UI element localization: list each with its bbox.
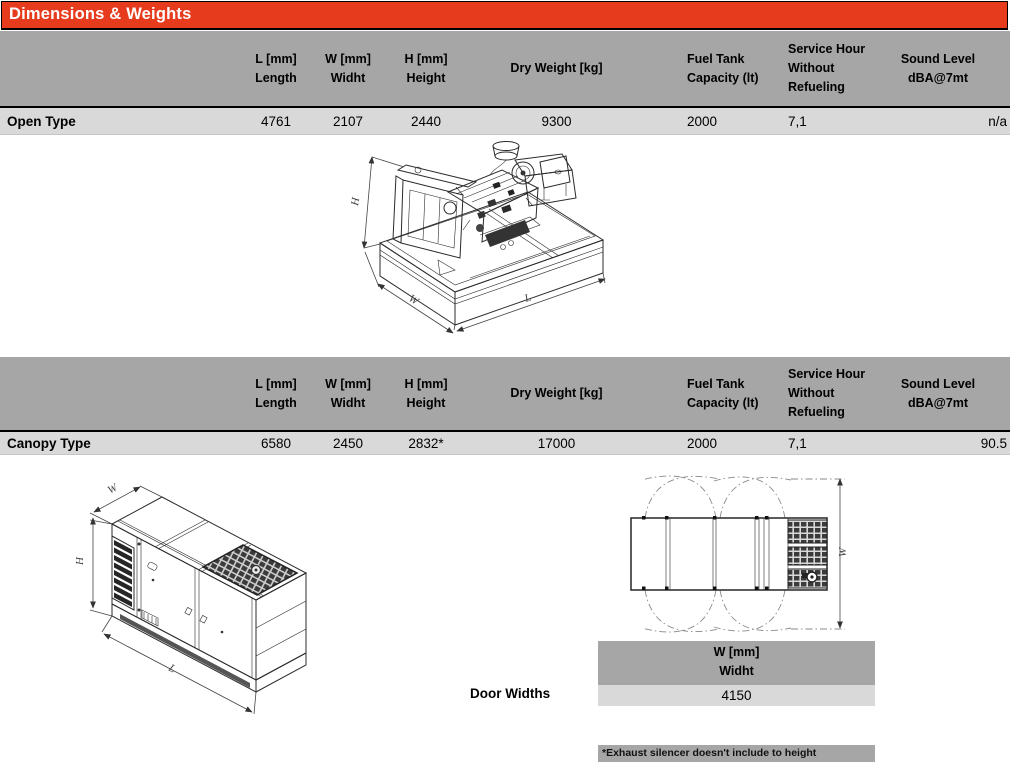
door-widths-header: W [mm] Widht [598,641,875,685]
canopy-service-hour-value: 7,1 [788,435,807,451]
open-dim-label-h: H [349,196,363,207]
canopy-louver-panel [112,536,134,610]
open-dim-label-l: L [523,291,533,305]
canopy-dim-label-h: H [74,557,86,565]
canopy-type-technical-drawing [60,462,400,727]
canopy-type-label: Canopy Type [7,435,91,451]
canopy-dim-label-l: L [166,662,178,676]
canopy-sound-level-value: 90.5 [980,435,1007,451]
open-type-row [0,108,1010,135]
canopy-roof-grille [203,545,297,595]
canopy-length-value: 6580 [260,435,292,451]
canopy-type-table-header [0,357,1010,432]
column-header-fuel-tank: Fuel Tank Capacity (lt) [687,51,759,85]
section-title-bar [1,1,1008,30]
column-header-fuel-tank: Fuel Tank Capacity (lt) [687,376,759,410]
canopy-dry-weight-value: 17000 [537,435,576,451]
column-header-dry-weight: Dry Weight [kg] [510,61,603,76]
column-header-length: L [mm] Length [255,376,297,410]
open-dim-label-w: W [406,292,421,308]
column-header-service-hour: Service Hour Without Refueling [788,367,866,419]
open-type-label: Open Type [7,113,76,129]
column-header-width: W [mm] Widht [325,51,371,85]
column-header-sound-level: Sound Level dBA@7mt [900,376,976,410]
footnote-bar [598,745,875,762]
canopy-top-view-drawing [598,462,883,640]
column-header-height: H [mm] Height [404,376,448,410]
column-header-dry-weight: Dry Weight [kg] [510,386,603,401]
open-service-hour-value: 7,1 [788,113,807,129]
open-fuel-tank-value: 2000 [687,113,718,129]
canopy-dimension-lines [74,481,256,714]
top-view-dim-label-w: W [837,547,849,557]
canopy-dim-label-w: W [105,481,120,497]
door-widths-caption: Door Widths [470,686,551,701]
top-view-grille [788,520,827,588]
door-widths-value: 4150 [598,685,875,706]
open-height-value: 2440 [410,113,442,129]
column-header-length: L [mm] Length [255,51,297,85]
open-type-technical-drawing [330,140,680,355]
door-widths-table [598,641,875,706]
canopy-height-value: 2832* [408,435,444,451]
column-header-width: W [mm] Widht [325,376,371,410]
canopy-type-row [0,432,1010,455]
open-dry-weight-value: 9300 [541,113,572,129]
open-radiator [393,165,476,258]
page-title: Dimensions & Weights [9,5,192,23]
open-length-value: 4761 [260,113,292,129]
top-view-dimension [837,479,849,628]
open-type-table-header [0,31,1010,108]
open-width-value: 2107 [332,113,364,129]
footnote-text: *Exhaust silencer doesn't include to height [602,747,817,759]
open-sound-level-value: n/a [988,113,1007,129]
canopy-width-value: 2450 [332,435,364,451]
open-dimension-lines [349,157,605,333]
canopy-fuel-tank-value: 2000 [687,435,718,451]
open-alternator [512,154,576,206]
column-header-sound-level: Sound Level dBA@7mt [900,51,976,85]
column-header-service-hour: Service Hour Without Refueling [788,42,866,94]
column-header-height: H [mm] Height [404,51,448,85]
